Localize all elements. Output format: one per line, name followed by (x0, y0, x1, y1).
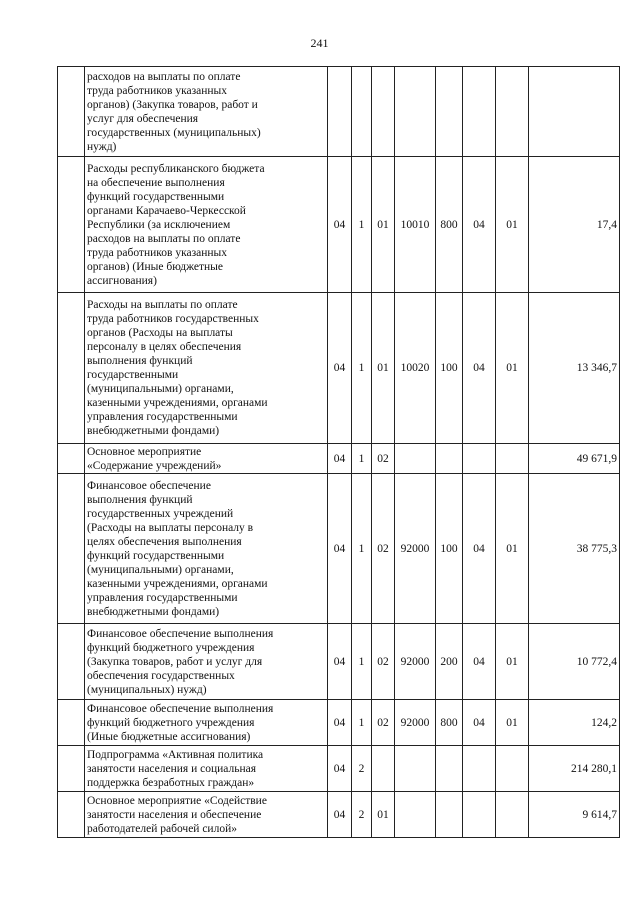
code-cell: 1 (352, 157, 372, 293)
row-description-text: расходов на выплаты по оплате труда работников указанных органов) (Закупка товаров, работ и услуг для обеспечения государственных (муниципальных) нужд) (87, 70, 261, 153)
code-cell: 01 (372, 293, 395, 444)
code-cell: 04 (328, 157, 352, 293)
code-cell: 100 (436, 293, 463, 444)
table-row (58, 444, 620, 474)
amount-cell (529, 67, 620, 157)
code-cell (372, 67, 395, 157)
code-cell (395, 792, 436, 838)
code-cell (496, 444, 529, 474)
code-cell: 200 (436, 624, 463, 700)
amount-cell: 214 280,1 (529, 746, 620, 792)
table-row (58, 792, 620, 838)
empty-index-cell (58, 700, 85, 746)
code-cell: 02 (372, 474, 395, 624)
code-cell (463, 444, 496, 474)
code-cell (372, 746, 395, 792)
row-description-text: Подпрограмма «Активная политика занятости населения и социальная поддержка безработных граждан» (87, 748, 264, 789)
code-cell: 01 (496, 293, 529, 444)
code-cell: 1 (352, 624, 372, 700)
code-cell (496, 67, 529, 157)
row-description (85, 444, 328, 474)
row-description-text: Финансовое обеспечение выполнения функций бюджетного учреждения (Закупка товаров, работ и услуг для обеспечения государственных (муниципальных) нужд) (87, 627, 274, 696)
empty-index-cell (58, 67, 85, 157)
code-cell: 100 (436, 474, 463, 624)
code-cell: 04 (328, 746, 352, 792)
code-cell (395, 444, 436, 474)
code-cell: 01 (496, 624, 529, 700)
code-cell: 10020 (395, 293, 436, 444)
amount-cell: 38 775,3 (529, 474, 620, 624)
code-cell: 92000 (395, 700, 436, 746)
code-cell (496, 792, 529, 838)
table-row (58, 746, 620, 792)
page-number: 241 (310, 36, 329, 50)
code-cell: 92000 (395, 474, 436, 624)
code-cell: 04 (328, 700, 352, 746)
amount-cell: 49 671,9 (529, 444, 620, 474)
row-description (85, 792, 328, 838)
amount-cell: 10 772,4 (529, 624, 620, 700)
row-description-text: Расходы на выплаты по оплате труда работников государственных органов (Расходы на выплаты персоналу в целях обеспечения выполнения функций государственными (муниципальными) органами, казенными учреждениями, органами управления государственными внебюджетными фондами) (87, 299, 268, 437)
code-cell: 92000 (395, 624, 436, 700)
empty-index-cell (58, 624, 85, 700)
amount-cell: 17,4 (529, 157, 620, 293)
code-cell (496, 746, 529, 792)
code-cell: 01 (372, 157, 395, 293)
row-description (85, 293, 328, 444)
code-cell: 800 (436, 157, 463, 293)
code-cell: 01 (372, 792, 395, 838)
code-cell (436, 792, 463, 838)
code-cell: 04 (328, 444, 352, 474)
empty-index-cell (58, 157, 85, 293)
code-cell: 01 (496, 474, 529, 624)
code-cell: 10010 (395, 157, 436, 293)
table-row (58, 700, 620, 746)
table-row (58, 157, 620, 293)
code-cell: 800 (436, 700, 463, 746)
code-cell: 1 (352, 474, 372, 624)
code-cell: 04 (463, 624, 496, 700)
empty-index-cell (58, 293, 85, 444)
row-description (85, 700, 328, 746)
table-row (58, 624, 620, 700)
code-cell: 2 (352, 792, 372, 838)
code-cell: 1 (352, 293, 372, 444)
amount-cell: 124,2 (529, 700, 620, 746)
code-cell: 01 (496, 157, 529, 293)
empty-index-cell (58, 792, 85, 838)
empty-index-cell (58, 746, 85, 792)
code-cell (352, 67, 372, 157)
code-cell (436, 444, 463, 474)
row-description-text: Финансовое обеспечение выполнения функций бюджетного учреждения (Иные бюджетные ассигнования) (87, 702, 274, 743)
row-description-text: Основное мероприятие «Содержание учреждений» (87, 445, 222, 472)
code-cell: 04 (463, 700, 496, 746)
code-cell: 04 (328, 293, 352, 444)
row-description-text: Финансовое обеспечение выполнения функций государственных учреждений (Расходы на выплаты персоналу в целях обеспечения выполнения функций государственными (муниципальными) органами, казенными учреждениями, органами управления государственными внебюджетными фондами) (87, 479, 268, 618)
empty-index-cell (58, 474, 85, 624)
row-description (85, 624, 328, 700)
table-row (58, 67, 620, 157)
row-description (85, 67, 328, 157)
code-cell: 04 (328, 474, 352, 624)
row-description (85, 157, 328, 293)
code-cell (328, 67, 352, 157)
code-cell: 01 (496, 700, 529, 746)
code-cell: 02 (372, 444, 395, 474)
code-cell (463, 746, 496, 792)
row-description-text: Основное мероприятие «Содействие занятости населения и обеспечение работодателей рабочей силой» (87, 794, 267, 835)
code-cell (395, 746, 436, 792)
code-cell: 02 (372, 700, 395, 746)
budget-table (57, 66, 620, 838)
code-cell: 04 (463, 293, 496, 444)
row-description-text: Расходы республиканского бюджета на обеспечение выполнения функций государственными органами Карачаево-Черкесской Республики (за исключением расходов на выплаты по оплате труда работников указанных органов) (Иные бюджетные ассигнования) (87, 162, 265, 287)
code-cell: 02 (372, 624, 395, 700)
code-cell (436, 746, 463, 792)
empty-index-cell (58, 444, 85, 474)
code-cell: 04 (463, 157, 496, 293)
code-cell: 1 (352, 444, 372, 474)
code-cell (395, 67, 436, 157)
code-cell (463, 67, 496, 157)
amount-cell: 13 346,7 (529, 293, 620, 444)
code-cell: 04 (463, 474, 496, 624)
row-description (85, 474, 328, 624)
code-cell: 1 (352, 700, 372, 746)
amount-cell: 9 614,7 (529, 792, 620, 838)
code-cell: 2 (352, 746, 372, 792)
code-cell: 04 (328, 624, 352, 700)
code-cell (463, 792, 496, 838)
table-row (58, 293, 620, 444)
table-row (58, 474, 620, 624)
row-description (85, 746, 328, 792)
code-cell: 04 (328, 792, 352, 838)
code-cell (436, 67, 463, 157)
